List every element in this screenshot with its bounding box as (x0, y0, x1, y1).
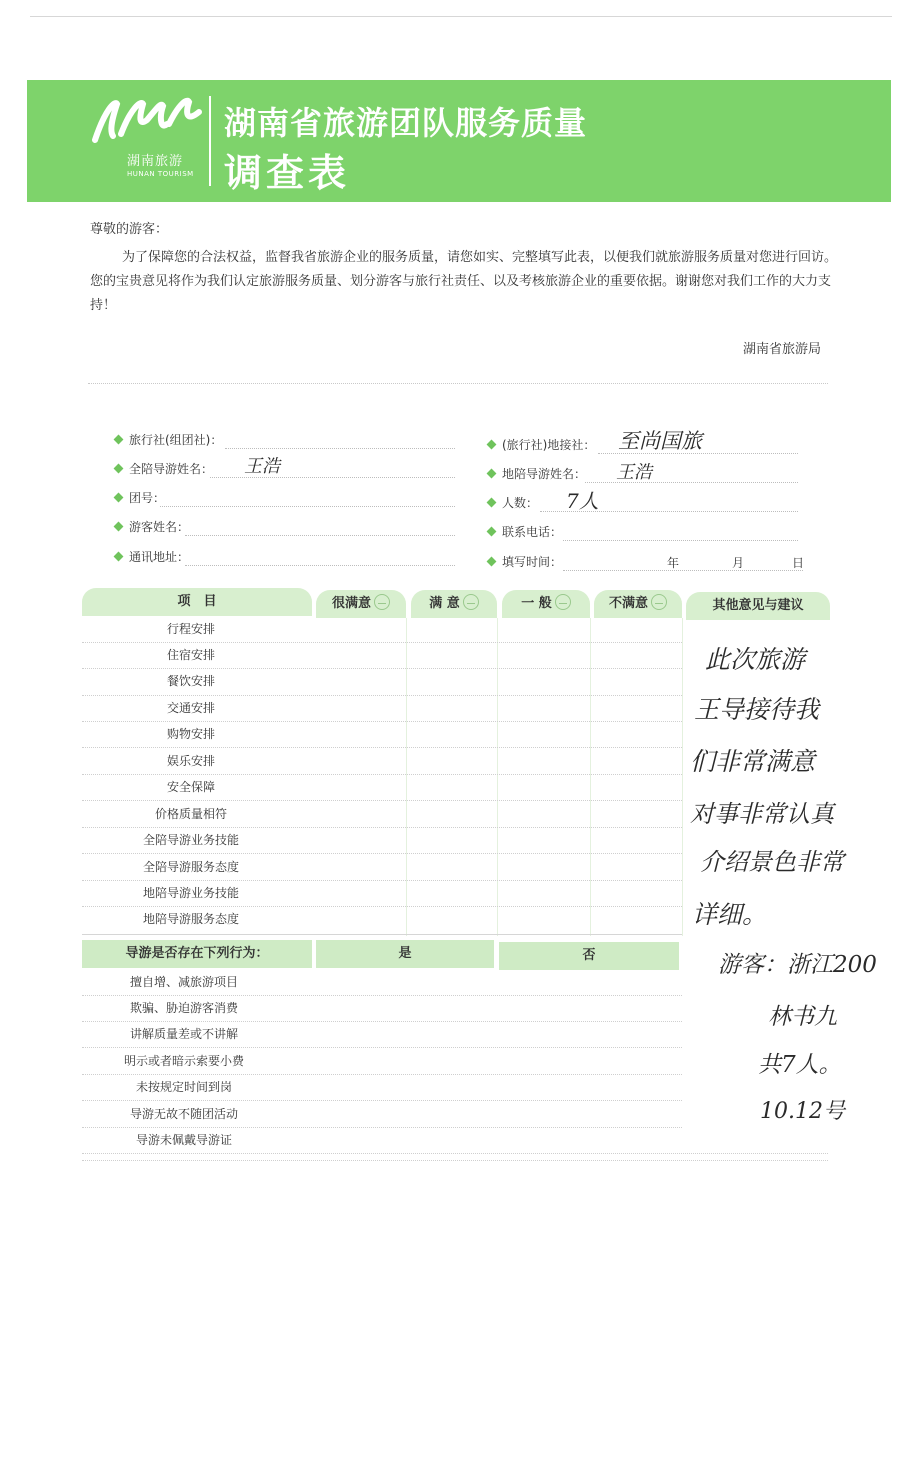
logo-en-text: HUNAN TOURISM (127, 170, 194, 178)
row-separator (82, 1074, 682, 1075)
bullet-icon (487, 527, 497, 537)
bullet-icon (487, 469, 497, 479)
behavior-header-yes: 是 (316, 940, 494, 968)
behavior-header-no: 否 (499, 942, 679, 970)
behavior-header-question: 导游是否存在下列行为： (82, 940, 312, 968)
field-local-guide (488, 465, 586, 482)
comment-line: 林书九 (768, 1004, 837, 1030)
field-label: 全陪导游姓名： (129, 462, 214, 476)
smile-face-icon (463, 594, 479, 610)
bullet-icon (114, 522, 124, 532)
input-line[interactable] (563, 570, 803, 571)
row-separator (82, 880, 682, 881)
bullet-icon (487, 557, 497, 567)
comment-line: 此次旅游 (705, 645, 806, 674)
row-separator (82, 747, 682, 748)
col-header-normal (502, 590, 590, 618)
table-row: 全陪导游服务态度 (142, 860, 239, 874)
field-local-agency (488, 436, 595, 453)
neutral-face-icon (555, 594, 571, 610)
row-separator (82, 668, 682, 669)
row-separator (82, 827, 682, 828)
row-separator (82, 1153, 828, 1154)
table-row: 导游无故不随团活动 (129, 1107, 238, 1121)
table-row: 餐饮安排 (166, 674, 215, 688)
row-separator (82, 853, 682, 854)
section-divider (88, 383, 828, 384)
field-label: 旅行社(组团社)： (129, 433, 223, 447)
comment-line: 们非常满意 (690, 747, 816, 776)
field-escort-guide (115, 460, 213, 477)
row-separator (82, 1021, 682, 1022)
input-line[interactable] (225, 448, 455, 449)
escort-guide-value: 王浩 (244, 456, 280, 477)
bullet-icon (114, 435, 124, 445)
col-header-very-satisfied (316, 590, 406, 618)
field-label: 地陪导游姓名： (502, 467, 587, 481)
headcount-value: 7人 (566, 489, 599, 513)
col-header-satisfied (411, 590, 497, 618)
column-divider (406, 618, 407, 936)
field-label: 游客姓名： (129, 520, 190, 534)
date-month-unit: 月 (732, 556, 745, 570)
field-headcount (488, 494, 538, 511)
table-bottom-rule (82, 1160, 828, 1161)
field-label: 团号： (129, 491, 166, 505)
bullet-icon (114, 493, 124, 503)
table-row: 安全保障 (166, 780, 215, 794)
column-divider (497, 618, 498, 936)
input-line[interactable] (563, 540, 798, 541)
col-header-unsatisfied (594, 590, 682, 618)
row-separator (82, 906, 682, 907)
col-header-label: 满 意 (429, 596, 460, 611)
table-row: 交通安排 (166, 701, 215, 715)
table-row: 擅自增、减旅游项目 (129, 975, 238, 989)
table-row: 娱乐安排 (166, 754, 215, 768)
greeting: 尊敬的游客： (90, 222, 169, 237)
row-separator (82, 800, 682, 801)
comment-line: 游客：浙江200 (718, 952, 877, 978)
local-guide-value: 王浩 (616, 462, 652, 483)
page-subtitle: 调查表 (224, 151, 351, 195)
col-header-other-comments: 其他意见与建议 (686, 592, 830, 620)
bullet-icon (487, 440, 497, 450)
row-separator (82, 1127, 682, 1128)
date-year-unit: 年 (667, 556, 680, 570)
row-separator (82, 774, 682, 775)
column-divider (682, 618, 683, 936)
smile-face-icon (374, 594, 390, 610)
input-line[interactable] (160, 506, 455, 507)
comment-line: 介绍景色非常 (700, 848, 844, 876)
hunan-tourism-logo (87, 90, 207, 190)
table-row: 住宿安排 (166, 648, 215, 662)
date-day-unit: 日 (792, 556, 805, 570)
row-separator (82, 1100, 682, 1101)
bullet-icon (487, 498, 497, 508)
field-group-number (115, 489, 165, 506)
table-row: 全陪导游业务技能 (142, 833, 239, 847)
comment-line: 详细。 (692, 900, 768, 929)
issuer-signature: 湖南省旅游局 (743, 342, 822, 357)
field-label: 通讯地址： (129, 550, 190, 564)
field-address (115, 548, 189, 565)
table-row: 价格质量相符 (154, 807, 227, 821)
page-title: 湖南省旅游团队服务质量 (224, 104, 588, 142)
input-line[interactable] (185, 535, 455, 536)
logo-cn-text: 湖南旅游 (127, 154, 184, 169)
col-header-item: 项 目 (82, 588, 312, 616)
field-tourist-name (115, 518, 189, 535)
field-label: 填写时间： (502, 555, 563, 569)
table-row: 明示或者暗示索要小费 (123, 1054, 244, 1068)
input-line[interactable] (185, 565, 455, 566)
comment-line: 10.12号 (760, 1099, 845, 1124)
column-divider (590, 618, 591, 936)
bullet-icon (114, 552, 124, 562)
row-separator (82, 995, 682, 996)
field-fill-date (488, 553, 562, 570)
table-row: 地陪导游业务技能 (142, 886, 239, 900)
comment-line: 对事非常认真 (690, 800, 834, 828)
row-separator (82, 642, 682, 643)
field-label: 人数： (502, 496, 539, 510)
table-row: 未按规定时间到岗 (135, 1080, 232, 1094)
comment-line: 共7人。 (758, 1052, 842, 1078)
field-label: 联系电话： (502, 525, 563, 539)
field-travel-agency (115, 431, 222, 448)
comment-line: 王导接待我 (694, 695, 820, 724)
top-rule (30, 16, 892, 17)
bullet-icon (114, 464, 124, 474)
table-divider (82, 934, 682, 935)
table-row: 购物安排 (166, 727, 215, 741)
row-separator (82, 721, 682, 722)
field-phone (488, 523, 562, 540)
banner-divider (209, 96, 211, 186)
header-banner (27, 80, 891, 202)
table-row: 地陪导游服务态度 (142, 912, 239, 926)
table-row: 讲解质量差或不讲解 (129, 1027, 238, 1041)
col-header-label: 很满意 (331, 596, 371, 611)
row-separator (82, 695, 682, 696)
col-header-label: 一 般 (521, 596, 552, 611)
intro-paragraph: 为了保障您的合法权益，监督我省旅游企业的服务质量，请您如实、完整填写此表，以便我们就旅游服务质量对您进行回访。您的宝贵意见将作为我们认定旅游服务质量、划分游客与旅行社责任、以及考核旅游企业的重要依据。谢谢您对我们工作的大力支持！ (90, 250, 838, 313)
row-separator (82, 1047, 682, 1048)
field-label: (旅行社)地接社： (502, 438, 596, 452)
col-header-label: 不满意 (608, 596, 648, 611)
table-row: 导游未佩戴导游证 (135, 1133, 232, 1147)
frown-face-icon (651, 594, 667, 610)
table-row: 行程安排 (166, 622, 215, 636)
table-row: 欺骗、胁迫游客消费 (129, 1001, 238, 1015)
local-agency-value: 至尚国旅 (618, 429, 702, 453)
logo-brush-icon (87, 90, 207, 152)
